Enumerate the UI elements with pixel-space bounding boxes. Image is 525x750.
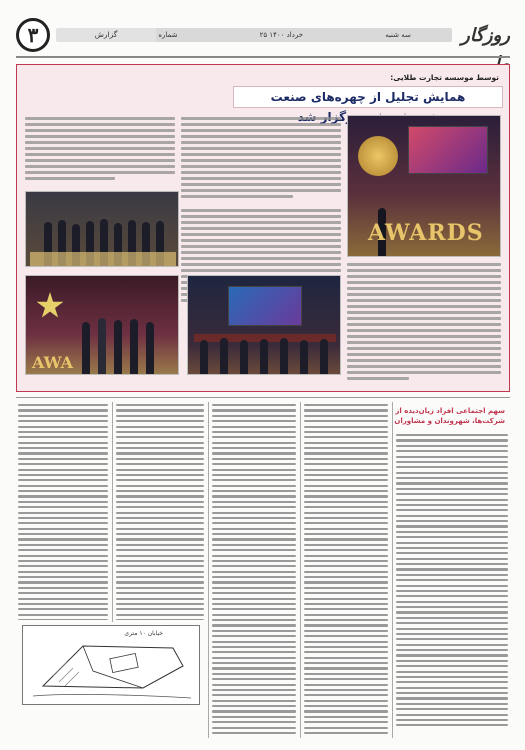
masthead-rule [16, 56, 510, 58]
notice-column-5 [396, 434, 508, 736]
column-rule [208, 402, 209, 738]
article-headline: همایش تجلیل از چهره‌های صنعت [233, 86, 503, 108]
notice-column-3 [212, 404, 296, 736]
feature-article [16, 64, 510, 392]
notice-column-2 [116, 404, 204, 620]
date-label: ۲۵ خرداد ۱۴۰۰ [259, 31, 304, 39]
notice-column-1 [18, 404, 108, 620]
notices-heading: سهم اجتماعی افراد زیان‌دیده از شرکت‌ها، شهروندان و مشاوران [394, 407, 505, 425]
masthead [16, 22, 510, 54]
article-kicker: توسط موسسه تجارت طلایی: [390, 73, 499, 82]
section-divider [16, 397, 510, 398]
notice-column-4 [304, 404, 388, 736]
day-label: سه شنبه [385, 31, 411, 39]
awards-stage-text: AWARDS [368, 220, 484, 246]
property-sketch-map [22, 625, 200, 705]
photo-award-stage [347, 115, 501, 257]
page-number: ۳ [16, 18, 50, 52]
photo-award-ceremony [25, 275, 179, 375]
issue-label: شماره [158, 31, 178, 39]
newspaper-logo: روزگار [461, 25, 510, 46]
column-rule [392, 402, 393, 738]
article-text-left [25, 117, 175, 187]
photo-group-awardees [25, 191, 179, 267]
award-stage-text: AWA [32, 353, 73, 372]
map-street-label: خیابان ۱۰ متری [124, 630, 163, 637]
article-text-top [181, 117, 341, 205]
article-text-right [347, 263, 501, 383]
photo-panel-discussion [187, 275, 341, 375]
column-rule [112, 402, 113, 622]
column-rule [300, 402, 301, 738]
section-label: گزارش [56, 28, 156, 42]
sketch-map-drawing [23, 626, 201, 706]
